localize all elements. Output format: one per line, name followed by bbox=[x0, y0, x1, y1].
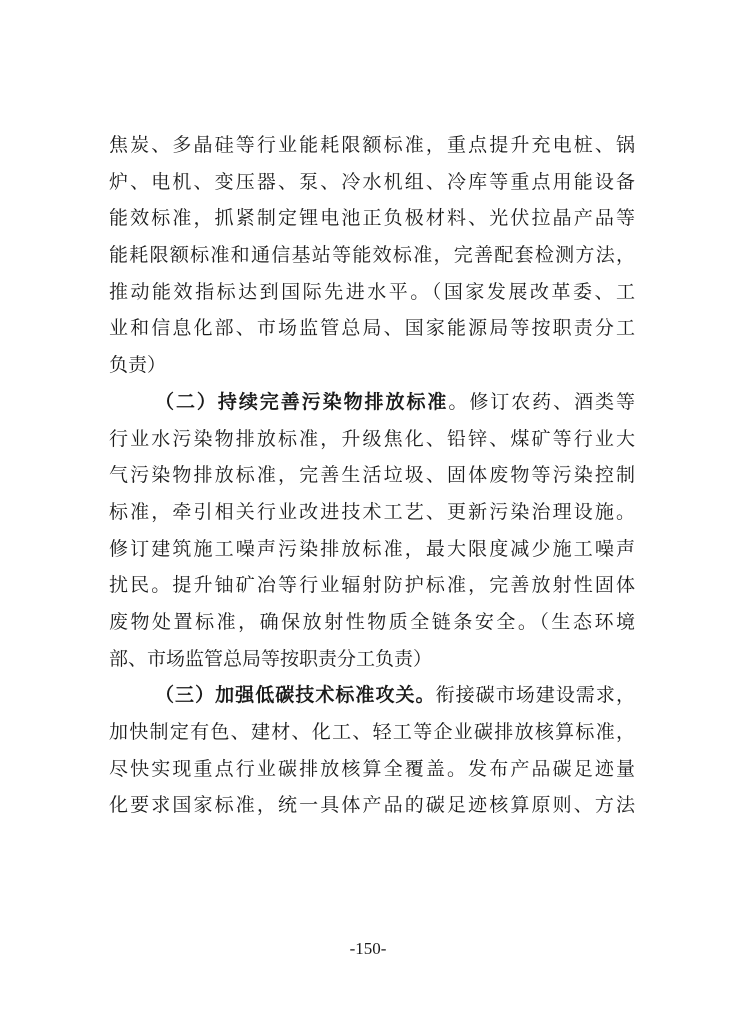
text-line-5: 推动能效指标达到国际先进水平。（国家发展改革委、工 bbox=[109, 280, 635, 303]
text-line-4: 能耗限额标准和通信基站等能效标准，完善配套检测方法， bbox=[109, 244, 635, 267]
section-three-heading: （三）加强低碳技术标准攻关。 bbox=[155, 684, 436, 707]
text-line-18: 尽快实现重点行业碳排放核算全覆盖。发布产品碳足迹量 bbox=[109, 757, 635, 780]
text-line-3: 能效标准，抓紧制定锂电池正负极材料、光伏拉晶产品等 bbox=[109, 207, 635, 230]
page-number: -150- bbox=[349, 939, 387, 958]
text-line-11: 标准，牵引相关行业改进技术工艺、更新污染治理设施。 bbox=[109, 500, 635, 523]
text-line-6: 业和信息化部、市场监管总局、国家能源局等按职责分工 bbox=[109, 317, 635, 340]
section-two-heading: （二）持续完善污染物排放标准 bbox=[155, 390, 449, 413]
text-line-12: 修订建筑施工噪声污染排放标准，最大限度减少施工噪声 bbox=[109, 537, 635, 560]
text-line-7: 负责） bbox=[109, 354, 167, 377]
section-two-heading-line: （二）持续完善污染物排放标准。修订农药、酒类等 bbox=[155, 390, 635, 413]
text-line-19: 化要求国家标准，统一具体产品的碳足迹核算原则、方法 bbox=[109, 794, 635, 817]
text-line-17: 加快制定有色、建材、化工、轻工等企业碳排放核算标准， bbox=[109, 721, 635, 743]
body-text bbox=[109, 127, 635, 824]
text-line-2: 炉、电机、变压器、泵、冷水机组、冷库等重点用能设备 bbox=[109, 170, 635, 193]
text-line-14: 废物处置标准，确保放射性物质全链条安全。（生态环境 bbox=[109, 610, 635, 633]
text-line-13: 扰民。提升铀矿冶等行业辐射防护标准，完善放射性固体 bbox=[109, 574, 635, 597]
section-three-heading-line: （三）加强低碳技术标准攻关。衔接碳市场建设需求， bbox=[155, 684, 635, 707]
text-line-10: 气污染物排放标准，完善生活垃圾、固体废物等污染控制 bbox=[109, 464, 635, 487]
text-line-9: 行业水污染物排放标准，升级焦化、铅锌、煤矿等行业大 bbox=[109, 427, 635, 450]
text-line-15: 部、市场监管总局等按职责分工负责） bbox=[109, 647, 433, 670]
text-line-1: 焦炭、多晶硅等行业能耗限额标准，重点提升充电桩、锅 bbox=[109, 134, 635, 156]
